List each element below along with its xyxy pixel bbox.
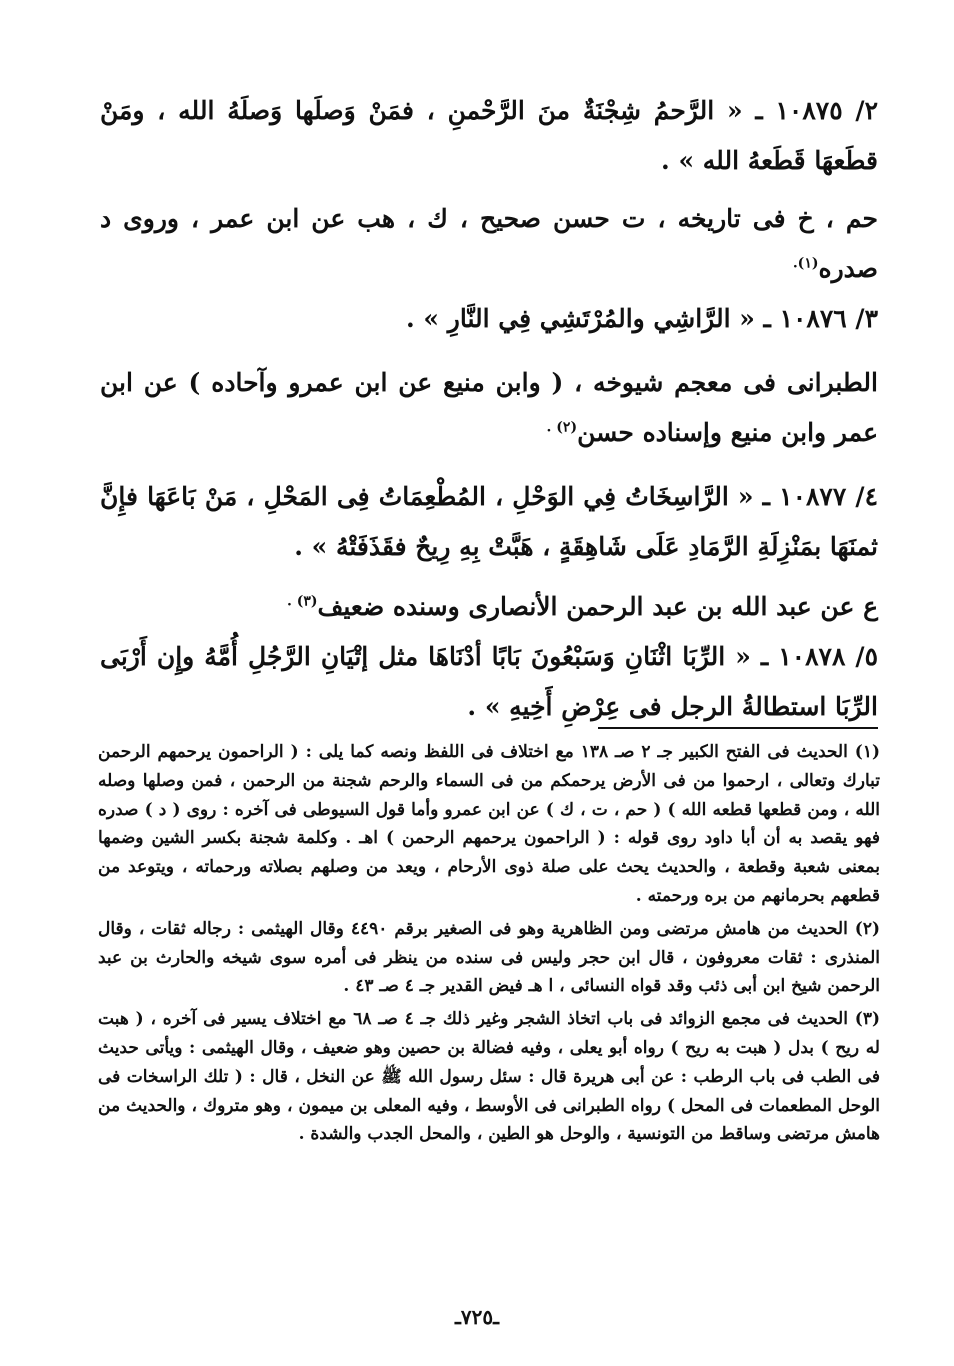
hadith-10878 [100,632,878,732]
footnote-2: (٢) الحديث من هامش مرتضى ومن الظاهرية وهو فى الصغير برقم ٤٤٩٠ وقال الهيثمى : رجاله ثقات ، وقال المنذرى : ثقات معروفون ، قال ابن حجر وليس فى سنده من ينظر فى أمره سوى شيخه والحارث بن عبد الرحمن شيخ ابن أبى ذئب وقد قواه النسائى ، ا هـ فيض القدير جـ ٤ صـ ٤٣ . [98,918,880,997]
hadith-10877 [100,472,878,572]
source-10876 [100,358,878,458]
source-10877 [100,582,878,632]
page-number: ـ٧٢٥ـ [455,1305,499,1329]
source-text: الطبرانى فى معجم شيوخه ، ( وابن منيع عن ابن عمرو وآحاده ) عن ابن عمر وابن منيع وإسناده حسن [100,368,878,447]
main-text [100,86,878,732]
hadith-text: ٤/ ١٠٨٧٧ ـ « الرَّاسِخَاتُ فِي الوَحْلِ ، المُطْعِمَاتُ فِى المَحْلِ ، مَنْ بَاعَهَا فإِنَّ ثمنَهَا بمَنْزِلَةِ الرَّمَادِ عَلَى شَاهِقَةٍ ، هَبَّتْ بِهِ رِيحٌ فقَذَفَتْهُ » . [100,482,878,561]
hadith-text: ٥/ ١٠٨٧٨ ـ « الرِّبَا اثْنَانِ وَسَبْعُونَ بَابًا أدْنَاهَا مثل إتْيَانِ الرَّجُلِ أُمَّهُ وإِن أَرْبَى الرِّبَا استطالةُ الرجل فى عِرْضِ أَخِيهِ » . [100,642,878,721]
source-10875 [100,194,878,294]
source-text: ع عن عبد الله بن عبد الرحمن الأنصارى وسنده ضعيف [317,592,878,621]
footnotes [98,738,880,1149]
footnote-marker: (٢) . [546,419,578,436]
hadith-text: ٣/ ١٠٨٧٦ ـ « الرَّاشِي والمُرْتَشِي فِي النَّارِ » . [406,304,878,333]
hadith-text: ٢/ ١٠٨٧٥ ـ « الرَّحمُ شِجْنَةٌ منَ الرَّحْمنِ ، فمَنْ وَصلَها وَصلَهُ الله ، ومَنْ قطَعهَا قَطَعهُ الله » . [100,96,878,175]
source-text: حم ، خ فى تاريخه ، ت حسن صحيح ، ك ، هب عن ابن عمر ، وروى د صدره [100,204,878,283]
hadith-10876 [100,294,878,344]
footnote-3: (٣) الحديث فى مجمع الزوائد فى باب اتخاذ الشجر وغير ذلك جـ ٤ صـ ٦٨ مع اختلاف يسير فى آخره ، ( هبت له ريح ) بدل ( هبت به ريح ) رواه أبو يعلى ، وفيه فضالة بن حصين وهو ضعيف ، وقال الهيثمى : ويأتى حديث فى الطب فى باب الرطب : عن أبى هريرة قال : سئل رسول الله ﷺ عن النخل ، قال : ( تلك الراسخات فى الوحل المطعمات فى المحل ) رواه الطبرانى فى الأوسط ، وفيه المعلى بن ميمون ، وهو متروك ، والحديث من هامش مرتضى وساقط من التونسية ، والوحل هو الطين ، والمحل الجدب والشدة . [98,1009,880,1145]
hadith-10875 [100,86,878,186]
footnote-marker: (٣) . [286,593,318,610]
footnote-1: (١) الحديث فى الفتح الكبير جـ ٢ صـ ١٣٨ مع اختلاف فى اللفظ ونصه كما يلى : ( الراحمون يرحمهم الرحمن تبارك وتعالى ، ارحموا من فى الأرض يرحمكم من فى السماء والرحم شجنة من الرحمن ، فمن وصلها وصله الله ، ومن قطعها قطعه الله ) ( حم ، ت ، ك ) عن ابن عمرو وأما قول السيوطى فى آخره : روى ( د ) صدره فهو يقصد به أن أبا داود روى قوله : ( الراحمون يرحمهم الرحمن ) اهـ . وكلمة شجنة بكسر الشين وضمها بمعنى شعبة وقطعة ، والحديث يحث على صلة ذوى الأرحام ، ويعد من وصلهم بصلاته ورحماته ، ويتوعد من قطعهم بحرمانهم من بره ورحمته . [98,742,880,906]
footnote-marker: (١). [792,255,819,272]
footnote-separator [598,727,878,729]
